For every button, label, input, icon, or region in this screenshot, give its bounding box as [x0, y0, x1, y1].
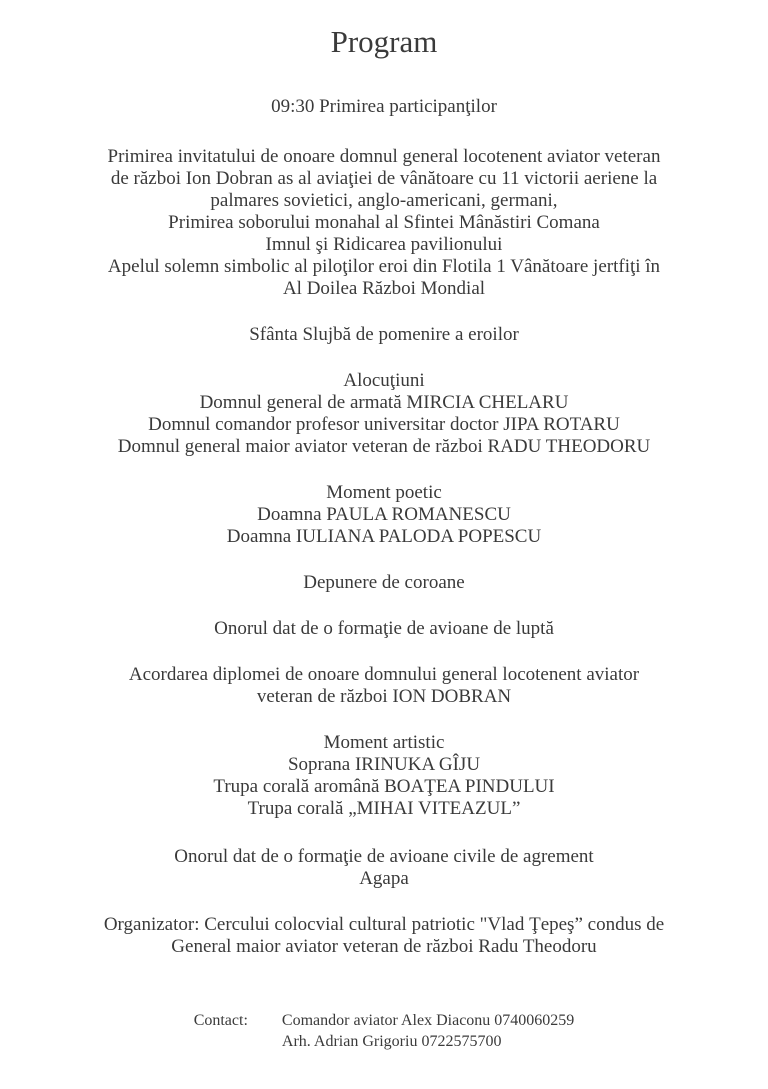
program-line: Apelul solemn simbolic al piloţilor eroi din Flotila 1 Vânătoare jertfiţi în [107, 256, 661, 277]
section-memorial-service [30, 324, 738, 346]
section-opening-ceremony [30, 146, 738, 300]
contact-line: Comandor aviator Alex Diaconu 0740060259 [281, 1012, 575, 1029]
section-organizer [30, 914, 738, 958]
program-line: Trupa corală „MIHAI VITEAZUL” [247, 798, 521, 819]
program-line: Depunere de coroane [303, 572, 465, 593]
program-line: Acordarea diplomei de onoare domnului general locotenent aviator [128, 664, 640, 685]
section-civil-flyover-agapa [30, 846, 738, 890]
section-artistic-moment [30, 732, 738, 820]
program-line: Soprana IRINUKA GÎJU [287, 754, 481, 775]
program-line: Domnul comandor profesor universitar doctor JIPA ROTARU [148, 414, 620, 435]
program-line: General maior aviator veteran de război Radu Theodoru [171, 936, 597, 957]
program-line: veteran de război ION DOBRAN [256, 686, 512, 707]
program-line: Alocuţiuni [343, 370, 425, 391]
section-poetic-moment [30, 482, 738, 548]
program-line: Doamna PAULA ROMANESCU [257, 504, 511, 525]
program-line: Imnul şi Ridicarea pavilionului [265, 234, 503, 255]
program-line: Al Doilea Război Mondial [282, 278, 486, 299]
program-line: Primirea soborului monahal al Sfintei Mânăstiri Comana [168, 212, 600, 233]
program-line: Domnul general de armată MIRCIA CHELARU [199, 392, 569, 413]
page-title: Program [330, 24, 438, 59]
section-wreath-laying [30, 572, 738, 594]
contact-line: Arh. Adrian Grigoriu 0722575700 [281, 1033, 502, 1050]
program-line: Doamna IULIANA PALODA POPESCU [226, 526, 542, 547]
contact-block [30, 1010, 738, 1052]
program-line: Trupa corală aromână BOAŢEA PINDULUI [213, 776, 555, 797]
program-line: Organizator: Cercului colocvial cultural patriotic "Vlad Ţepeş” condus de [103, 914, 665, 935]
program-line: Onorul dat de o formaţie de avioane civile de agrement [174, 846, 594, 867]
schedule-time-line: 09:30 Primirea participanţilor [271, 96, 497, 117]
program-line: Onorul dat de o formaţie de avioane de luptă [214, 618, 554, 639]
program-line: Moment artistic [323, 732, 445, 753]
contact-label: Contact: [193, 1012, 248, 1029]
section-diploma-award [30, 664, 738, 708]
section-reception-time [30, 96, 738, 118]
program-line: de război Ion Dobran as al aviaţiei de vânătoare cu 11 victorii aeriene la [110, 168, 658, 189]
program-line: Moment poetic [326, 482, 442, 503]
program-line: Sfânta Slujbă de pomenire a eroilor [249, 324, 519, 345]
program-line: Primirea invitatului de onoare domnul general locotenent aviator veteran [107, 146, 661, 167]
program-line: palmares sovietici, anglo-americani, germani, [210, 190, 558, 211]
program-line: Agapa [359, 868, 409, 889]
program-line: Domnul general maior aviator veteran de război RADU THEODORU [117, 436, 651, 457]
section-combat-flyover [30, 618, 738, 640]
contact-lines [282, 1010, 574, 1052]
section-speeches [30, 370, 738, 458]
